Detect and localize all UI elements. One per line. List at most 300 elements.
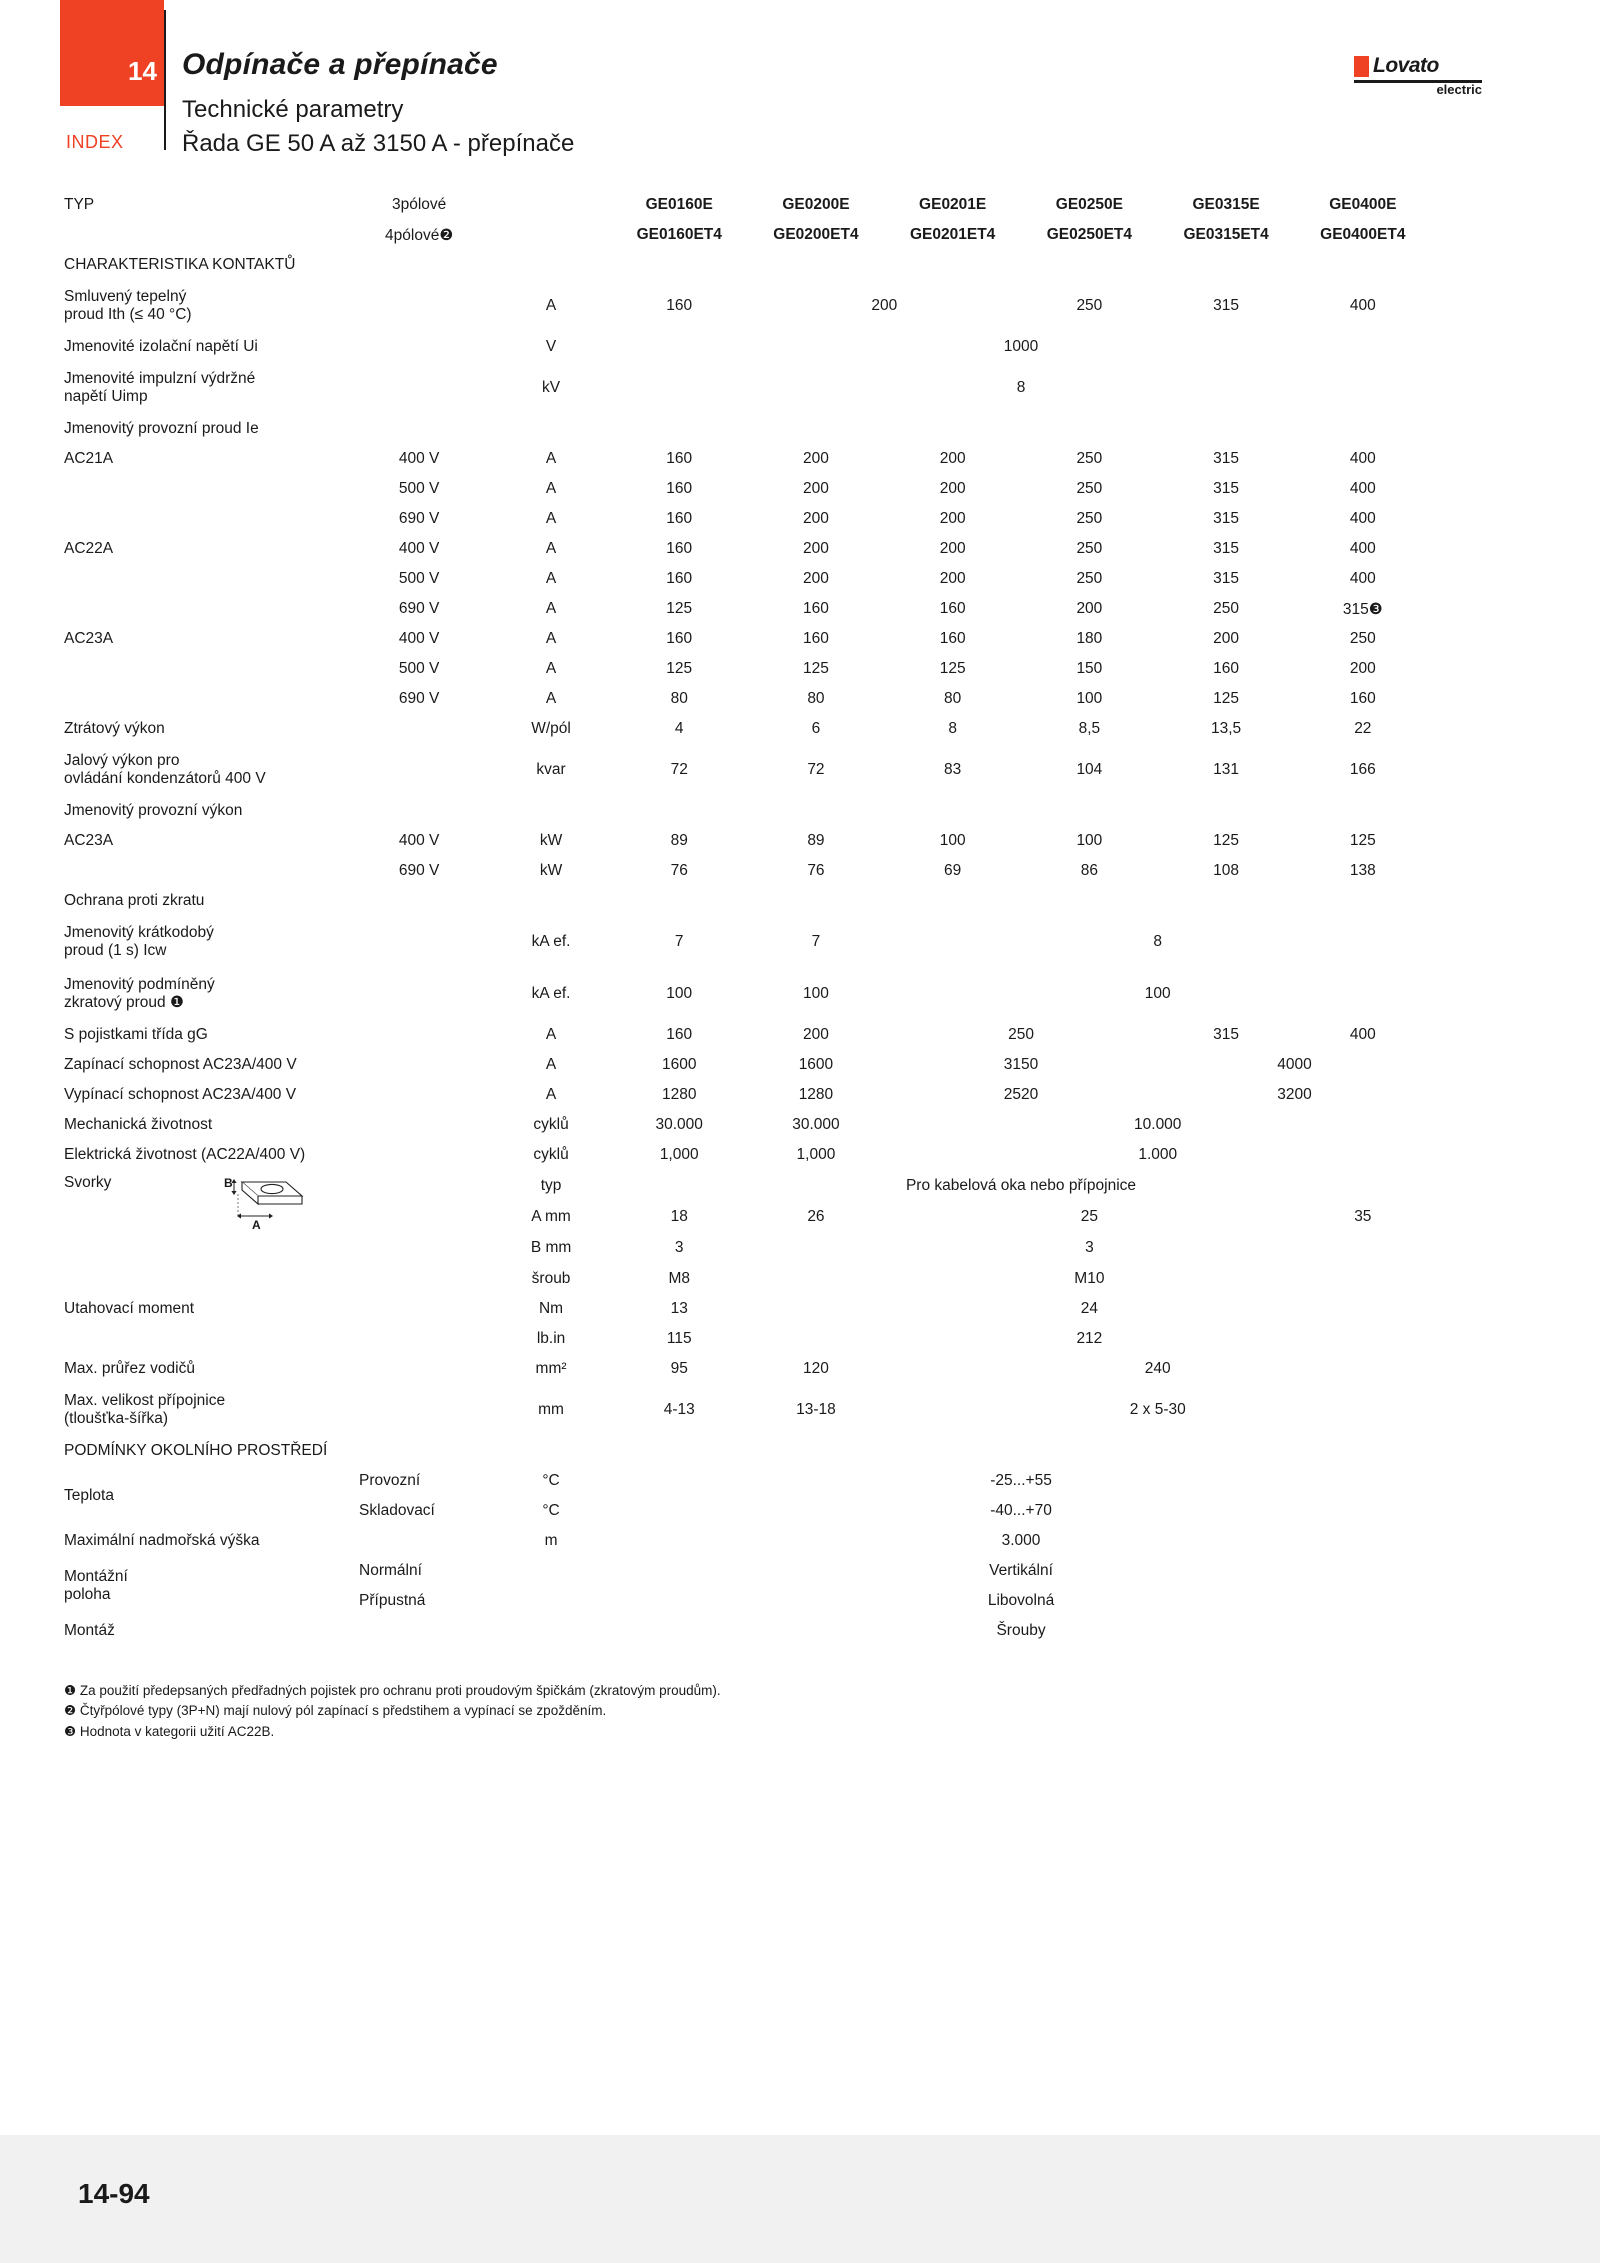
- ac22a-400-s: [1431, 534, 1538, 564]
- footnote-1: ❶ Za použití předepsaných předřadných pojistek pro ochranu proti proudovým špičkám (zkratovým proudům).: [64, 1683, 721, 1698]
- ac21a-blank-2: [64, 504, 347, 534]
- ac22a-690-s: [1431, 594, 1538, 624]
- prurez-unit: mm²: [535, 1360, 567, 1377]
- env-c3: [884, 1436, 1021, 1466]
- row-teplota-provozni: [64, 1466, 1538, 1496]
- ac23a-690-v2: 80: [807, 690, 825, 707]
- pripojnice-v1: 4-13: [663, 1401, 695, 1418]
- uimp-label: [64, 362, 491, 414]
- prurez-v3: 240: [1144, 1360, 1171, 1377]
- logo-mark-icon: [1354, 56, 1369, 77]
- teplota-provozni-value: -25...+55: [990, 1472, 1052, 1489]
- ui-label: Jmenovité izolační napětí Ui: [64, 338, 258, 355]
- ac23a-400-v4: 180: [1076, 630, 1103, 647]
- ac22a-label: AC22A: [64, 540, 114, 557]
- svorky-b-v2: 3: [1085, 1238, 1094, 1256]
- pole4-label: 4pólové❷: [385, 226, 454, 244]
- model-3p-5: GE0315E: [1192, 196, 1260, 213]
- elek-v2: 1,000: [796, 1146, 836, 1163]
- svorky-b-s: [1431, 1232, 1538, 1263]
- ac22a-690-unit: A: [545, 600, 557, 617]
- ac22a-500-v5: 315: [1213, 570, 1240, 587]
- ac22a-500-v1: 160: [666, 570, 693, 587]
- peh-6: [1294, 796, 1431, 826]
- nadmorska-value: 3.000: [1001, 1532, 1041, 1549]
- icond-label-1: Jmenovitý podmíněný: [64, 976, 215, 994]
- icw-v2: 7: [811, 933, 821, 950]
- vypinaci-v2: 1280: [798, 1086, 834, 1103]
- ac23a-400-v1: 160: [666, 630, 693, 647]
- montazni-label-2: poloha: [64, 1586, 111, 1603]
- pripojnice-label-2: (tloušťka-šířka): [64, 1410, 168, 1427]
- ac23a-690-v3: 80: [944, 690, 962, 707]
- ac23a-690-v4: 100: [1076, 690, 1103, 707]
- teplota-skladovaci-s: [1431, 1496, 1538, 1526]
- pripojnice-s: [1431, 1384, 1538, 1436]
- ac21a-400-v5: 315: [1213, 450, 1240, 467]
- teplota-provozni-s: [1431, 1466, 1538, 1496]
- ac22a-blank-1: [64, 564, 347, 594]
- logo-name: Lovato: [1373, 54, 1439, 77]
- ac23a-500-v2: 125: [803, 660, 829, 677]
- svorky-sroub-v2: M10: [1074, 1269, 1105, 1287]
- ac21a-500-v4: 250: [1076, 480, 1103, 497]
- prurez-v1: 95: [670, 1360, 688, 1377]
- svorky-typ-unit: typ: [540, 1176, 562, 1194]
- ith-spare: [1431, 280, 1538, 332]
- ac23a-500-v3: 125: [939, 660, 966, 677]
- ac22a-blank-2: [64, 594, 347, 624]
- model-3p-4: GE0250E: [1055, 196, 1123, 213]
- table-header-row-4pole: [64, 220, 1538, 250]
- row-svorky-typ: [64, 1170, 1538, 1201]
- row-elektricka: [64, 1140, 1538, 1170]
- env-c1: [611, 1436, 748, 1466]
- ui-unit: V: [545, 338, 557, 355]
- ac21a-690-v4: 250: [1076, 510, 1103, 527]
- pojistky-v5: 400: [1349, 1026, 1376, 1043]
- type-label: TYP: [64, 196, 95, 213]
- svorky-typ-s: [1431, 1170, 1538, 1201]
- jalovy-v2: 72: [807, 761, 825, 778]
- ac22a-500-v3: 200: [939, 570, 966, 587]
- svorky-b-sub: [347, 1232, 491, 1263]
- ac23a-690-unit: A: [545, 690, 557, 707]
- jalovy-label-2: ovládání kondenzátorů 400 V: [64, 770, 266, 787]
- row-pe-ac23a-690: [64, 856, 1538, 886]
- ac23a-400-unit: A: [545, 630, 557, 647]
- ieh-3: [884, 414, 1021, 444]
- pripojnice-v3: 2 x 5-30: [1129, 1401, 1186, 1418]
- mech-label: Mechanická životnost: [64, 1116, 213, 1133]
- sec-c2: [748, 250, 885, 280]
- ac22a-690-v1: 125: [666, 600, 693, 617]
- svorky-a-unit: A mm: [531, 1207, 571, 1225]
- empty-unit-cell: [491, 190, 611, 220]
- pe-header: Jmenovitý provozní výkon: [64, 802, 243, 819]
- montazni-pripustna-sub: Přípustná: [359, 1592, 426, 1609]
- ac21a-blank-1: [64, 474, 347, 504]
- montaz-label: Montáž: [64, 1622, 115, 1639]
- row-nadmorska-vyska: [64, 1526, 1538, 1556]
- row-utahovaci-nm: [64, 1294, 1538, 1324]
- specification-table: [64, 190, 1538, 1646]
- env-c5: [1158, 1436, 1295, 1466]
- chapter-number: 14: [128, 56, 157, 86]
- zkrat-header: Ochrana proti zkratu: [64, 892, 205, 909]
- sec-c3: [884, 250, 1021, 280]
- ac23a-400-sub: 400 V: [398, 630, 440, 647]
- ac23a-400-s: [1431, 624, 1538, 654]
- vypinaci-v4: 3200: [1277, 1086, 1312, 1103]
- peh-3: [884, 796, 1021, 826]
- logo-subtext: electric: [1436, 82, 1482, 97]
- uimp-label-2: napětí Uimp: [64, 388, 148, 405]
- ac23a-500-v6: 200: [1349, 660, 1376, 677]
- ac23a-500-v5: 160: [1213, 660, 1240, 677]
- ac21a-500-sub: 500 V: [398, 480, 440, 497]
- peh-4: [1021, 796, 1158, 826]
- page-header: [0, 0, 1600, 178]
- ac23a-690-v5: 125: [1213, 690, 1240, 707]
- ztratovy-v6: 22: [1354, 720, 1372, 737]
- model-3p-3: GE0201E: [919, 196, 987, 213]
- ac23a-blank-2: [64, 684, 347, 714]
- pe-400-v1: 89: [670, 832, 688, 849]
- utah-nm-v2: 24: [1080, 1300, 1098, 1317]
- jalovy-label: [64, 744, 491, 796]
- sec-c6: [1294, 250, 1431, 280]
- zh-4: [1021, 886, 1158, 916]
- sec-c4: [1021, 250, 1158, 280]
- ac22a-690-v2: 160: [803, 600, 829, 617]
- section-contacts-row: [64, 250, 1538, 280]
- ieh-s: [1431, 414, 1538, 444]
- pe-400-v2: 89: [807, 832, 825, 849]
- env-c2: [748, 1436, 885, 1466]
- ac23a-label: AC23A: [64, 630, 114, 647]
- section-contacts: CHARAKTERISTIKA KONTAKTŮ: [64, 256, 296, 273]
- nadmorska-label: Maximální nadmořská výška: [64, 1532, 260, 1549]
- svorky-b-v1: 3: [674, 1238, 684, 1256]
- ith-v5: 400: [1349, 297, 1376, 314]
- ac22a-500-v6: 400: [1349, 570, 1376, 587]
- ac23a-500-s: [1431, 654, 1538, 684]
- row-ac23a-400: [64, 624, 1538, 654]
- vypinaci-s: [1431, 1080, 1538, 1110]
- ac23a-500-unit: A: [545, 660, 557, 677]
- row-jalovy-vykon: [64, 744, 1538, 796]
- ieh-5: [1158, 414, 1295, 444]
- ac21a-400-v6: 400: [1349, 450, 1376, 467]
- svorky-a-v4: 35: [1354, 1207, 1372, 1225]
- zapinaci-v2: 1600: [798, 1056, 834, 1073]
- uimp-unit: kV: [542, 379, 561, 396]
- zh-6: [1294, 886, 1431, 916]
- model-3p-1: GE0160E: [645, 196, 713, 213]
- svorky-a-v1: 18: [670, 1207, 688, 1225]
- ac22a-500-v2: 200: [803, 570, 829, 587]
- pe-400-v6: 125: [1349, 832, 1376, 849]
- ac23a-690-s: [1431, 684, 1538, 714]
- montazni-pripustna-unit: [491, 1586, 611, 1616]
- elek-label: Elektrická životnost (AC22A/400 V): [64, 1146, 306, 1163]
- svorky-a-sub: [347, 1201, 491, 1232]
- ac22a-690-v4: 200: [1076, 600, 1103, 617]
- section-environment-row: [64, 1436, 1538, 1466]
- ac22a-690-sub: 690 V: [398, 600, 440, 617]
- montazni-normalni-value: Vertikální: [989, 1562, 1053, 1579]
- pojistky-v2: 200: [803, 1026, 829, 1043]
- ac23a-blank-1: [64, 654, 347, 684]
- ac21a-400-v1: 160: [666, 450, 693, 467]
- zapinaci-unit: A: [545, 1056, 557, 1073]
- peh-s: [1431, 796, 1538, 826]
- ieh-2: [748, 414, 885, 444]
- svorky-a-s: [1431, 1201, 1538, 1232]
- zh-s: [1431, 886, 1538, 916]
- ac22a-690-v6: 315❸: [1342, 600, 1383, 618]
- chapter-tab: [60, 0, 164, 106]
- teplota-skladovaci-sub: Skladovací: [359, 1502, 435, 1519]
- svorky-label: Svorky: [64, 1174, 112, 1191]
- pojistky-unit: A: [545, 1026, 557, 1043]
- utah-lb-v1: 115: [666, 1330, 692, 1347]
- pe-ac23a-label: AC23A: [64, 832, 114, 849]
- teplota-skladovaci-unit: °C: [542, 1502, 560, 1519]
- row-ztratovy-vykon: [64, 714, 1538, 744]
- env-c4: [1021, 1436, 1158, 1466]
- zapinaci-s: [1431, 1050, 1538, 1080]
- row-mechanicka: [64, 1110, 1538, 1140]
- utah-lb-sub: [347, 1324, 491, 1354]
- row-ac21a-400: [64, 444, 1538, 474]
- row-utahovaci-lbin: [64, 1324, 1538, 1354]
- ac21a-400-sub: 400 V: [398, 450, 440, 467]
- ztratovy-label: Ztrátový výkon: [64, 720, 165, 737]
- utah-nm-sub: [347, 1294, 491, 1324]
- icw-v3: 8: [1153, 933, 1163, 950]
- elek-v1: 1,000: [659, 1146, 699, 1163]
- uimp-label-1: Jmenovité impulzní výdržné: [64, 370, 256, 388]
- ac21a-500-v2: 200: [803, 480, 829, 497]
- model-4p-4: GE0250ET4: [1046, 226, 1133, 243]
- pe-690-v1: 76: [670, 862, 688, 879]
- utahovaci-label: Utahovací moment: [64, 1300, 195, 1317]
- sec-c1: [611, 250, 748, 280]
- ac23a-690-v1: 80: [670, 690, 688, 707]
- svorky-cell: [64, 1170, 347, 1294]
- ac22a-690-v3: 160: [939, 600, 966, 617]
- ui-value: 1000: [1003, 338, 1039, 355]
- model-4p-3: GE0201ET4: [910, 226, 996, 243]
- ac21a-400-v2: 200: [803, 450, 829, 467]
- table-header-row-3pole: [64, 190, 1538, 220]
- montaz-unit: [491, 1616, 611, 1646]
- ac21a-500-v3: 200: [939, 480, 966, 497]
- page-title: Odpínače a přepínače: [182, 48, 498, 81]
- nadmorska-s: [1431, 1526, 1538, 1556]
- svorky-sroub-s: [1431, 1263, 1538, 1294]
- zapinaci-label: Zapínací schopnost AC23A/400 V: [64, 1056, 297, 1073]
- ac22a-500-unit: A: [545, 570, 557, 587]
- row-ac23a-690: [64, 684, 1538, 714]
- ac23a-400-v3: 160: [939, 630, 966, 647]
- prurez-label: Max. průřez vodičů: [64, 1360, 195, 1377]
- pe-690-v3: 69: [944, 862, 962, 879]
- page-subtitle-2: Řada GE 50 A až 3150 A - přepínače: [182, 130, 575, 157]
- footnotes: [64, 1681, 721, 1742]
- mech-s: [1431, 1110, 1538, 1140]
- nadmorska-unit: m: [544, 1532, 558, 1549]
- pojistky-s: [1431, 1020, 1538, 1050]
- ztratovy-v2: 6: [811, 720, 821, 737]
- row-montazni-normalni: [64, 1556, 1538, 1586]
- icw-label-2: proud (1 s) Icw: [64, 942, 167, 959]
- elek-v3: 1.000: [1138, 1146, 1178, 1163]
- icond-label: [64, 968, 491, 1020]
- vypinaci-v1: 1280: [661, 1086, 697, 1103]
- sec-c5: [1158, 250, 1295, 280]
- ac21a-500-v1: 160: [666, 480, 693, 497]
- peh-1: [611, 796, 748, 826]
- row-ith: [64, 280, 1538, 332]
- peh-5: [1158, 796, 1295, 826]
- utah-nm-unit: Nm: [538, 1300, 564, 1317]
- pripojnice-label: [64, 1384, 491, 1436]
- ac21a-400-unit: A: [545, 450, 557, 467]
- zapinaci-v3: 3150: [1003, 1056, 1039, 1073]
- ac23a-500-v4: 150: [1076, 660, 1103, 677]
- ac22a-400-v6: 400: [1349, 540, 1376, 557]
- terminal-drawing: B A: [224, 1172, 344, 1230]
- vypinaci-unit: A: [545, 1086, 557, 1103]
- uimp-spare: [1431, 362, 1538, 414]
- utah-nm-v1: 13: [670, 1300, 688, 1317]
- montaz-value: Šrouby: [996, 1622, 1046, 1639]
- row-icw: [64, 916, 1538, 968]
- utah-blank: [64, 1324, 347, 1354]
- ac22a-500-s: [1431, 564, 1538, 594]
- row-montaz: [64, 1616, 1538, 1646]
- ac22a-400-v1: 160: [666, 540, 693, 557]
- pe-400-s: [1431, 826, 1538, 856]
- zh-3: [884, 886, 1021, 916]
- pe-690-v4: 86: [1080, 862, 1098, 879]
- row-pojistky: [64, 1020, 1538, 1050]
- brand-logo: [1354, 52, 1482, 100]
- env-c6: [1294, 1436, 1431, 1466]
- ac23a-690-sub: 690 V: [398, 690, 440, 707]
- ac21a-500-unit: A: [545, 480, 557, 497]
- ith-label-2: proud Ith (≤ 40 °C): [64, 306, 192, 323]
- vypinaci-label: Vypínací schopnost AC23A/400 V: [64, 1086, 297, 1103]
- ac22a-690-v5: 250: [1213, 600, 1240, 617]
- ac23a-400-v2: 160: [803, 630, 829, 647]
- model-4p-2: GE0200ET4: [773, 226, 859, 243]
- ieh-4: [1021, 414, 1158, 444]
- svorky-typ-value: Pro kabelová oka nebo přípojnice: [905, 1176, 1137, 1194]
- pojistky-v1: 160: [666, 1026, 693, 1043]
- row-ac21a-690: [64, 504, 1538, 534]
- footnote-2: ❷ Čtyřpólové typy (3P+N) mají nulový pól zapínací s předstihem a vypínací se zpožděním.: [64, 1703, 607, 1719]
- row-vypinaci: [64, 1080, 1538, 1110]
- pojistky-v4: 315: [1213, 1026, 1240, 1043]
- icond-v3: 100: [1144, 985, 1171, 1002]
- montazni-label: [64, 1556, 347, 1616]
- pripojnice-v2: 13-18: [796, 1401, 836, 1418]
- svorky-a-v2: 26: [807, 1207, 825, 1225]
- icond-s: [1431, 968, 1538, 1020]
- jalovy-v5: 131: [1213, 761, 1240, 778]
- pojistky-label: S pojistkami třída gG: [64, 1026, 208, 1043]
- jalovy-v1: 72: [670, 761, 688, 778]
- uimp-value: 8: [1016, 379, 1026, 396]
- zapinaci-v4: 4000: [1277, 1056, 1312, 1073]
- ac21a-label: AC21A: [64, 450, 114, 467]
- ztratovy-s: [1431, 714, 1538, 744]
- ieh-6: [1294, 414, 1431, 444]
- svorky-a-v3: 25: [1080, 1207, 1098, 1225]
- ieh-1: [611, 414, 748, 444]
- ac21a-690-sub: 690 V: [398, 510, 440, 527]
- ac21a-690-v2: 200: [803, 510, 829, 527]
- icond-unit: kA ef.: [531, 985, 571, 1002]
- ztratovy-unit: W/pól: [531, 720, 571, 737]
- ac21a-690-s: [1431, 504, 1538, 534]
- prurez-s: [1431, 1354, 1538, 1384]
- icond-label-2: zkratový proud ❶: [64, 994, 184, 1011]
- footer-band: [0, 2135, 1600, 2263]
- mech-v3: 10.000: [1134, 1116, 1182, 1133]
- svorky-b-unit: B mm: [530, 1238, 572, 1256]
- ac22a-400-unit: A: [545, 540, 557, 557]
- peh-2: [748, 796, 885, 826]
- blank-label: [64, 220, 347, 250]
- pripojnice-unit: mm: [538, 1401, 564, 1418]
- svorky-typ-sub: [347, 1170, 491, 1201]
- model-3p-6: GE0400E: [1329, 196, 1397, 213]
- ac21a-690-v6: 400: [1349, 510, 1376, 527]
- index-link[interactable]: INDEX: [66, 132, 124, 152]
- row-ac21a-500: [64, 474, 1538, 504]
- zapinaci-v1: 1600: [661, 1056, 697, 1073]
- pe-690-sub: 690 V: [398, 862, 440, 879]
- row-pe-header: [64, 796, 1538, 826]
- zh-2: [748, 886, 885, 916]
- row-ac22a-690: [64, 594, 1538, 624]
- pe-690-s: [1431, 856, 1538, 886]
- env-c7: [1431, 1436, 1538, 1466]
- row-prurez: [64, 1354, 1538, 1384]
- pe-690-v5: 108: [1213, 862, 1240, 879]
- model-4p-5: GE0315ET4: [1183, 226, 1269, 243]
- row-pe-ac23a-400: [64, 826, 1538, 856]
- mech-v1: 30.000: [655, 1116, 703, 1133]
- jalovy-v3: 83: [944, 761, 962, 778]
- ac21a-400-s: [1431, 444, 1538, 474]
- row-pripojnice: [64, 1384, 1538, 1436]
- ac23a-400-v6: 250: [1349, 630, 1376, 647]
- ac22a-400-v3: 200: [939, 540, 966, 557]
- ac22a-500-sub: 500 V: [398, 570, 440, 587]
- svorky-sroub-sub: [347, 1263, 491, 1294]
- ac22a-400-v5: 315: [1213, 540, 1240, 557]
- ac21a-400-v3: 200: [939, 450, 966, 467]
- teplota-skladovaci-value: -40...+70: [990, 1502, 1052, 1519]
- ac21a-500-s: [1431, 474, 1538, 504]
- spare-col: [1431, 190, 1538, 220]
